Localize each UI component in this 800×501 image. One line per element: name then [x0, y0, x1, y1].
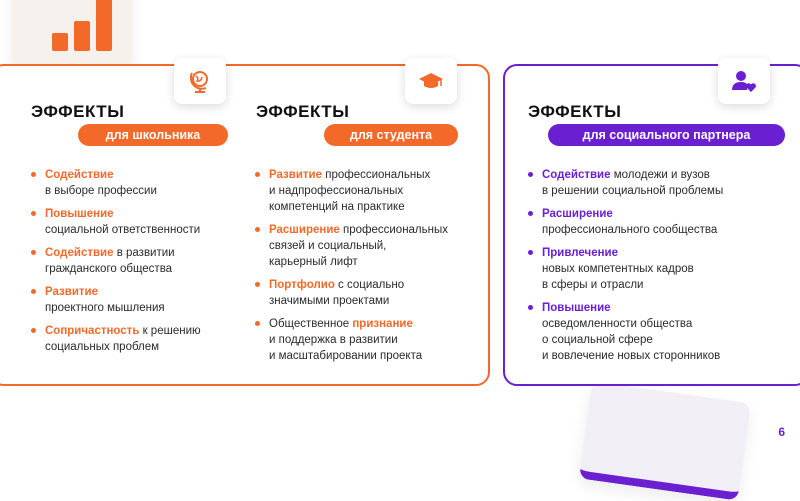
list-item: Расширение профессиональных связей и социальный, карьерный лифт — [254, 222, 479, 270]
list-item: Портфолио с социально значимыми проектами — [254, 277, 479, 309]
column-heading: ЭФФЕКТЫ — [31, 102, 125, 121]
audience-badge: для студента — [324, 124, 458, 146]
audience-badge: для социального партнера — [548, 124, 785, 146]
list-item: Содействие в развитии гражданского общества — [30, 245, 235, 277]
globe-icon-card — [174, 58, 226, 104]
list-item: Развитие профессиональных и надпрофессиональных компетенций на практике — [254, 167, 479, 215]
effects-list-student-school — [30, 167, 235, 362]
effects-list-partner — [527, 167, 792, 371]
list-item: Повышение социальной ответственности — [30, 206, 235, 238]
list-item: Развитие проектного мышления — [30, 284, 235, 316]
globe-icon — [187, 68, 213, 94]
list-item: Содействие молодежи и вузов в решении социальной проблемы — [527, 167, 792, 199]
list-item: Привлечение новых компетентных кадров в сферы и отрасли — [527, 245, 792, 293]
list-item: Сопричастность к решению социальных проблем — [30, 323, 235, 355]
user-heart-icon — [731, 68, 757, 94]
user-heart-icon-card — [718, 58, 770, 104]
decorative-chart-card — [12, 0, 132, 65]
column-heading: ЭФФЕКТЫ — [528, 102, 622, 121]
list-item: Общественное признание и поддержка в развитии и масштабировании проекта — [254, 316, 479, 364]
decorative-card — [579, 381, 751, 500]
effects-list-student — [254, 167, 479, 371]
list-item: Содействие в выборе профессии — [30, 167, 235, 199]
page-number: 6 — [778, 425, 785, 439]
graduation-cap-icon — [418, 68, 444, 94]
list-item: Повышение осведомленности общества о социальной сфере и вовлечение новых сторонников — [527, 300, 792, 364]
column-heading: ЭФФЕКТЫ — [256, 102, 350, 121]
list-item: Расширение профессионального сообщества — [527, 206, 792, 238]
audience-badge: для школьника — [78, 124, 228, 146]
graduation-cap-icon-card — [405, 58, 457, 104]
